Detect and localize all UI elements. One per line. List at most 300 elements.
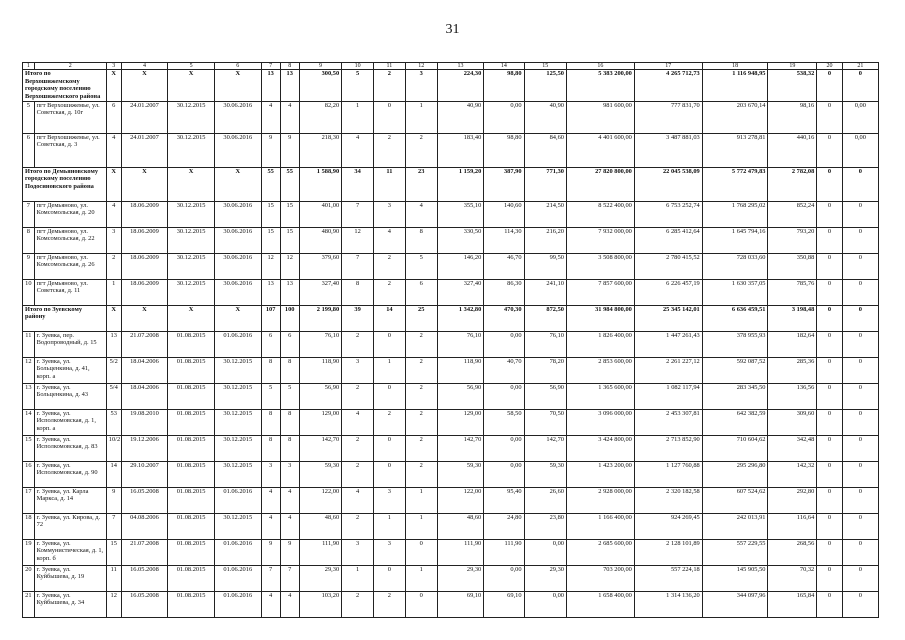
table-cell: 342,48 — [768, 435, 817, 461]
table-cell: 11 — [373, 167, 405, 201]
table-cell: X — [168, 167, 215, 201]
table-cell: 0 — [817, 539, 842, 565]
house-address: г. Зуевка, ул. Больценкина, д. 43 — [34, 383, 106, 409]
table-cell: 0 — [817, 279, 842, 305]
table-cell: 355,10 — [437, 201, 484, 227]
column-number: 10 — [342, 63, 374, 70]
table-cell: 3 — [373, 539, 405, 565]
table-cell: 2 — [373, 279, 405, 305]
table-cell: 98,80 — [484, 70, 524, 101]
table-cell: 5/4 — [106, 383, 121, 409]
column-number: 13 — [437, 63, 484, 70]
table-cell: 142,32 — [768, 461, 817, 487]
table-cell: 76,10 — [437, 331, 484, 357]
table-cell: 30.12.2015 — [168, 253, 215, 279]
subtotal-label: Итого по Верхошижемскому городскому поселению Верхошижемского района — [23, 70, 107, 101]
table-cell: 30.06.2016 — [214, 227, 261, 253]
table-cell: 0 — [842, 487, 878, 513]
table-cell: 98,16 — [768, 101, 817, 133]
table-cell: 40,90 — [437, 101, 484, 133]
table-cell: 100 — [280, 305, 299, 331]
table-cell: 29,30 — [437, 565, 484, 591]
table-cell: 1 658 400,00 — [566, 591, 634, 617]
table-cell: 13 — [261, 279, 280, 305]
table-cell: 4 — [106, 133, 121, 167]
table-cell: 25 — [405, 305, 437, 331]
table-cell: 913 278,81 — [702, 133, 768, 167]
house-row — [23, 435, 879, 461]
table-cell: 2 453 307,81 — [634, 409, 702, 435]
table-cell: 86,30 — [484, 279, 524, 305]
table-cell: 118,90 — [437, 357, 484, 383]
table-cell: 129,00 — [437, 409, 484, 435]
table-cell: 29.10.2007 — [121, 461, 168, 487]
table-cell: 309,60 — [768, 409, 817, 435]
house-row — [23, 409, 879, 435]
table-cell: 2 199,80 — [299, 305, 341, 331]
house-address: пгт Демьяново, ул. Комсомольская, д. 22 — [34, 227, 106, 253]
table-cell: 2 — [342, 591, 374, 617]
table-cell: 5 — [261, 383, 280, 409]
table-cell: 7 — [342, 253, 374, 279]
table-cell: 3 487 881,03 — [634, 133, 702, 167]
table-cell: X — [214, 167, 261, 201]
table-cell: 3 — [280, 461, 299, 487]
table-cell: 01.08.2015 — [168, 565, 215, 591]
table-cell: 2 — [342, 513, 374, 539]
table-cell: 69,10 — [437, 591, 484, 617]
table-cell: 22 045 538,09 — [634, 167, 702, 201]
house-address: г. Зуевка, ул. Куйбышева, д. 34 — [34, 591, 106, 617]
row-number: 14 — [23, 409, 35, 435]
table-cell: 12 — [342, 227, 374, 253]
table-cell: 793,20 — [768, 227, 817, 253]
table-cell: 30.06.2016 — [214, 133, 261, 167]
house-address: пгт Демьяново, ул. Советская, д. 11 — [34, 279, 106, 305]
table-cell: 8 522 400,00 — [566, 201, 634, 227]
house-row — [23, 253, 879, 279]
table-cell: 0 — [817, 201, 842, 227]
table-cell: 01.08.2015 — [168, 409, 215, 435]
table-cell: 2 — [342, 331, 374, 357]
table-cell: 70,50 — [524, 409, 566, 435]
table-cell: 3 198,48 — [768, 305, 817, 331]
table-cell: 1 — [106, 279, 121, 305]
table-cell: 59,30 — [299, 461, 341, 487]
table-cell: 16.05.2008 — [121, 565, 168, 591]
table-cell: 6 — [280, 331, 299, 357]
table-cell: 0 — [842, 279, 878, 305]
table-cell: 6 226 457,19 — [634, 279, 702, 305]
table-cell: 0,00 — [484, 101, 524, 133]
subtotal-label: Итого по Демьяновскому городскому поселению Подосиновского района — [23, 167, 107, 201]
table-cell: 7 — [280, 565, 299, 591]
row-number: 15 — [23, 435, 35, 461]
table-cell: 0 — [405, 539, 437, 565]
table-cell: 30.06.2016 — [214, 101, 261, 133]
table-cell: 538,32 — [768, 70, 817, 101]
house-row — [23, 539, 879, 565]
table-cell: 1 768 295,02 — [702, 201, 768, 227]
table-cell: 0 — [817, 227, 842, 253]
table-cell: 285,36 — [768, 357, 817, 383]
table-cell: 642 382,59 — [702, 409, 768, 435]
table-cell: 59,30 — [437, 461, 484, 487]
table-cell: 4 — [280, 591, 299, 617]
table-cell: 0 — [817, 70, 842, 101]
row-number: 6 — [23, 133, 35, 167]
table-cell: 557 229,55 — [702, 539, 768, 565]
column-number: 5 — [168, 63, 215, 70]
table-cell: 852,24 — [768, 201, 817, 227]
table-cell: 3 — [342, 357, 374, 383]
table-cell: 295 296,80 — [702, 461, 768, 487]
table-cell: 0 — [817, 435, 842, 461]
table-cell: 95,40 — [484, 487, 524, 513]
house-address: пгт Демьяново, ул. Комсомольская, д. 20 — [34, 201, 106, 227]
subtotal-row — [23, 167, 879, 201]
table-cell: 01.06.2016 — [214, 565, 261, 591]
table-cell: 3 — [342, 539, 374, 565]
table-cell: 84,60 — [524, 133, 566, 167]
table-cell: X — [168, 305, 215, 331]
table-cell: 48,60 — [437, 513, 484, 539]
table-cell: 2 — [342, 461, 374, 487]
table-cell: 1 — [342, 101, 374, 133]
table-cell: 0 — [842, 383, 878, 409]
table-cell: 4 — [280, 487, 299, 513]
column-number: 8 — [280, 63, 299, 70]
house-row — [23, 133, 879, 167]
table-cell: 710 604,62 — [702, 435, 768, 461]
table-cell: 25 345 142,01 — [634, 305, 702, 331]
table-cell: 01.08.2015 — [168, 539, 215, 565]
table-cell: 1 588,90 — [299, 167, 341, 201]
table-cell: 82,20 — [299, 101, 341, 133]
table-cell: 2 — [373, 70, 405, 101]
table-cell: 2 713 852,90 — [634, 435, 702, 461]
table-cell: 6 753 252,74 — [634, 201, 702, 227]
table-cell: 01.08.2015 — [168, 357, 215, 383]
column-number: 1 — [23, 63, 35, 70]
table-cell: 0,00 — [484, 383, 524, 409]
table-cell: 55 — [280, 167, 299, 201]
table-cell: 34 — [342, 167, 374, 201]
table-cell: 981 600,00 — [566, 101, 634, 133]
table-cell: 0 — [373, 101, 405, 133]
table-cell: 59,30 — [524, 461, 566, 487]
table-cell: 592 087,52 — [702, 357, 768, 383]
table-cell: 0 — [817, 167, 842, 201]
table-cell: 76,10 — [299, 331, 341, 357]
table-cell: 98,80 — [484, 133, 524, 167]
table-cell: 0 — [373, 383, 405, 409]
table-cell: 15 — [261, 201, 280, 227]
table-cell: 1 826 400,00 — [566, 331, 634, 357]
table-cell: 15 — [106, 539, 121, 565]
table-cell: 3 — [405, 70, 437, 101]
table-cell: 183,40 — [437, 133, 484, 167]
table-cell: 4 — [373, 227, 405, 253]
row-number: 16 — [23, 461, 35, 487]
table-cell: 0,00 — [524, 539, 566, 565]
table-cell: 0 — [817, 565, 842, 591]
table-cell: 0 — [842, 461, 878, 487]
row-number: 8 — [23, 227, 35, 253]
table-cell: 777 831,70 — [634, 101, 702, 133]
table-cell: 5 — [280, 383, 299, 409]
table-cell: 01.08.2015 — [168, 331, 215, 357]
table-cell: 1 645 794,16 — [702, 227, 768, 253]
table-cell: 1 — [405, 101, 437, 133]
table-cell: 5 772 479,83 — [702, 167, 768, 201]
column-number: 20 — [817, 63, 842, 70]
table-cell: 6 636 459,51 — [702, 305, 768, 331]
table-cell: X — [214, 70, 261, 101]
table-cell: 2 — [405, 409, 437, 435]
table-cell: 136,56 — [768, 383, 817, 409]
table-cell: 0 — [373, 331, 405, 357]
table-cell: 2 261 227,12 — [634, 357, 702, 383]
table-cell: X — [106, 70, 121, 101]
house-address: пгт Верхошижемье, ул. Советская, д. 3 — [34, 133, 106, 167]
table-cell: 0 — [817, 133, 842, 167]
table-cell: 241,10 — [524, 279, 566, 305]
table-cell: 2 — [373, 591, 405, 617]
housing-register-table — [22, 62, 879, 618]
table-cell: 01.06.2016 — [214, 331, 261, 357]
column-number: 16 — [566, 63, 634, 70]
table-cell: 2 — [342, 435, 374, 461]
row-number: 21 — [23, 591, 35, 617]
table-cell: 111,90 — [437, 539, 484, 565]
table-cell: 440,16 — [768, 133, 817, 167]
table-cell: 30.12.2015 — [214, 409, 261, 435]
table-cell: 8 — [261, 357, 280, 383]
table-cell: 30.06.2016 — [214, 201, 261, 227]
table-cell: 114,30 — [484, 227, 524, 253]
table-cell: 214,50 — [524, 201, 566, 227]
table-cell: 1 342,80 — [437, 305, 484, 331]
house-row — [23, 461, 879, 487]
table-cell: 30.06.2016 — [214, 253, 261, 279]
table-cell: 1 447 261,43 — [634, 331, 702, 357]
table-cell: 0 — [817, 253, 842, 279]
table-cell: 0 — [373, 435, 405, 461]
table-cell: 55 — [261, 167, 280, 201]
table-cell: 9 — [280, 539, 299, 565]
house-address: г. Зуевка, ул. Куйбышева, д. 19 — [34, 565, 106, 591]
table-cell: 378 955,93 — [702, 331, 768, 357]
table-cell: 12 — [261, 253, 280, 279]
table-cell: X — [214, 305, 261, 331]
table-cell: 111,90 — [484, 539, 524, 565]
table-cell: 728 033,60 — [702, 253, 768, 279]
table-cell: 40,90 — [524, 101, 566, 133]
table-cell: 70,32 — [768, 565, 817, 591]
table-cell: 785,76 — [768, 279, 817, 305]
table-cell: 24.01.2007 — [121, 101, 168, 133]
table-cell: 145 905,50 — [702, 565, 768, 591]
table-cell: 7 — [342, 201, 374, 227]
table-cell: 8 — [280, 435, 299, 461]
column-number: 2 — [34, 63, 106, 70]
table-cell: 30.12.2015 — [168, 201, 215, 227]
table-cell: 15 — [261, 227, 280, 253]
table-cell: 122,00 — [437, 487, 484, 513]
table-cell: 327,40 — [299, 279, 341, 305]
table-cell: 3 — [106, 227, 121, 253]
table-cell: 46,70 — [484, 253, 524, 279]
table-cell: 8 — [342, 279, 374, 305]
table-cell: 0 — [842, 167, 878, 201]
table-cell: 8 — [261, 435, 280, 461]
column-number: 4 — [121, 63, 168, 70]
table-cell: 0 — [817, 409, 842, 435]
table-cell: 6 — [106, 101, 121, 133]
table-cell: 0 — [405, 591, 437, 617]
table-cell: 1 159,20 — [437, 167, 484, 201]
table-cell: 4 — [261, 591, 280, 617]
table-cell: 0 — [842, 513, 878, 539]
table-cell: 9 — [261, 539, 280, 565]
table-cell: 18.04.2006 — [121, 357, 168, 383]
table-cell: 7 857 600,00 — [566, 279, 634, 305]
table-cell: 15 — [280, 227, 299, 253]
row-number: 5 — [23, 101, 35, 133]
table-cell: X — [121, 167, 168, 201]
row-number: 13 — [23, 383, 35, 409]
house-address: г. Зуевка, ул. Кирова, д. 72 — [34, 513, 106, 539]
table-cell: 30.12.2015 — [214, 435, 261, 461]
table-cell: 4 — [342, 409, 374, 435]
table-cell: 5 383 200,00 — [566, 70, 634, 101]
table-cell: 31 984 800,00 — [566, 305, 634, 331]
column-number: 18 — [702, 63, 768, 70]
table-cell: 11 — [106, 565, 121, 591]
table-cell: 1 — [405, 565, 437, 591]
house-row — [23, 101, 879, 133]
table-cell: 40,70 — [484, 357, 524, 383]
table-cell: 76,10 — [524, 331, 566, 357]
house-row — [23, 227, 879, 253]
table-cell: 9 — [106, 487, 121, 513]
table-cell: 924 269,45 — [634, 513, 702, 539]
column-number: 9 — [299, 63, 341, 70]
table-cell: 0 — [842, 591, 878, 617]
table-cell: 116,64 — [768, 513, 817, 539]
column-number: 19 — [768, 63, 817, 70]
subtotal-row — [23, 70, 879, 101]
table-cell: 146,20 — [437, 253, 484, 279]
table-cell: 53 — [106, 409, 121, 435]
table-cell: 8 — [261, 409, 280, 435]
table-cell: 1 — [405, 487, 437, 513]
table-cell: 118,90 — [299, 357, 341, 383]
table-cell: 300,50 — [299, 70, 341, 101]
table-cell: 23,80 — [524, 513, 566, 539]
table-cell: X — [106, 305, 121, 331]
table-cell: 2 782,08 — [768, 167, 817, 201]
house-address: пгт Верхошижемье, ул. Советская, д. 10г — [34, 101, 106, 133]
table-cell: 0 — [842, 539, 878, 565]
table-cell: 9 — [280, 133, 299, 167]
table-cell: 29,30 — [299, 565, 341, 591]
table-cell: 4 — [261, 101, 280, 133]
table-cell: 19.12.2006 — [121, 435, 168, 461]
table-cell: 1 116 948,95 — [702, 70, 768, 101]
table-cell: 18.06.2009 — [121, 227, 168, 253]
row-number: 11 — [23, 331, 35, 357]
table-cell: 24,80 — [484, 513, 524, 539]
table-cell: 2 — [106, 253, 121, 279]
table-cell: 01.08.2015 — [168, 383, 215, 409]
table-cell: 0 — [842, 305, 878, 331]
table-cell: 0,00 — [842, 133, 878, 167]
house-address: г. Зуевка, ул. Карла Маркса, д. 14 — [34, 487, 106, 513]
table-cell: 129,00 — [299, 409, 341, 435]
table-cell: 7 — [261, 565, 280, 591]
subtotal-label: Итого по Зуевскому району — [23, 305, 107, 331]
house-row — [23, 279, 879, 305]
row-number: 7 — [23, 201, 35, 227]
table-cell: 14 — [106, 461, 121, 487]
table-cell: 56,90 — [299, 383, 341, 409]
subtotal-row — [23, 305, 879, 331]
table-cell: 30.06.2016 — [214, 279, 261, 305]
table-cell: 01.08.2015 — [168, 461, 215, 487]
table-cell: 29,30 — [524, 565, 566, 591]
column-number: 14 — [484, 63, 524, 70]
table-cell: 1 314 136,20 — [634, 591, 702, 617]
table-cell: 218,30 — [299, 133, 341, 167]
table-cell: 140,60 — [484, 201, 524, 227]
table-cell: 0 — [842, 70, 878, 101]
table-cell: 182,64 — [768, 331, 817, 357]
house-address: г. Зуевка, ул. Исполкомовская, д. 1, корп. а — [34, 409, 106, 435]
table-cell: 142,70 — [524, 435, 566, 461]
table-cell: 0 — [373, 461, 405, 487]
table-cell: 470,30 — [484, 305, 524, 331]
table-cell: 0 — [373, 565, 405, 591]
row-number: 19 — [23, 539, 35, 565]
table-cell: 3 096 000,00 — [566, 409, 634, 435]
table-cell: 14 — [373, 305, 405, 331]
table-cell: 703 200,00 — [566, 565, 634, 591]
table-cell: 01.08.2015 — [168, 435, 215, 461]
table-cell: 4 — [342, 487, 374, 513]
table-cell: 203 670,14 — [702, 101, 768, 133]
table-cell: 30.12.2015 — [214, 383, 261, 409]
table-cell: 292,80 — [768, 487, 817, 513]
table-cell: 327,40 — [437, 279, 484, 305]
column-number: 3 — [106, 63, 121, 70]
table-cell: 8 — [280, 357, 299, 383]
table-cell: 1 — [373, 513, 405, 539]
table-cell: 0 — [842, 201, 878, 227]
table-cell: 0 — [817, 461, 842, 487]
table-cell: 0 — [842, 357, 878, 383]
table-cell: 1 — [405, 513, 437, 539]
house-address: г. Зуевка, ул. Коммунистическая, д. 1, корп. б — [34, 539, 106, 565]
column-number: 11 — [373, 63, 405, 70]
table-cell: 771,30 — [524, 167, 566, 201]
table-cell: 69,10 — [484, 591, 524, 617]
row-number: 10 — [23, 279, 35, 305]
table-cell: 224,30 — [437, 70, 484, 101]
table-cell: 2 780 415,52 — [634, 253, 702, 279]
table-cell: 2 — [342, 383, 374, 409]
